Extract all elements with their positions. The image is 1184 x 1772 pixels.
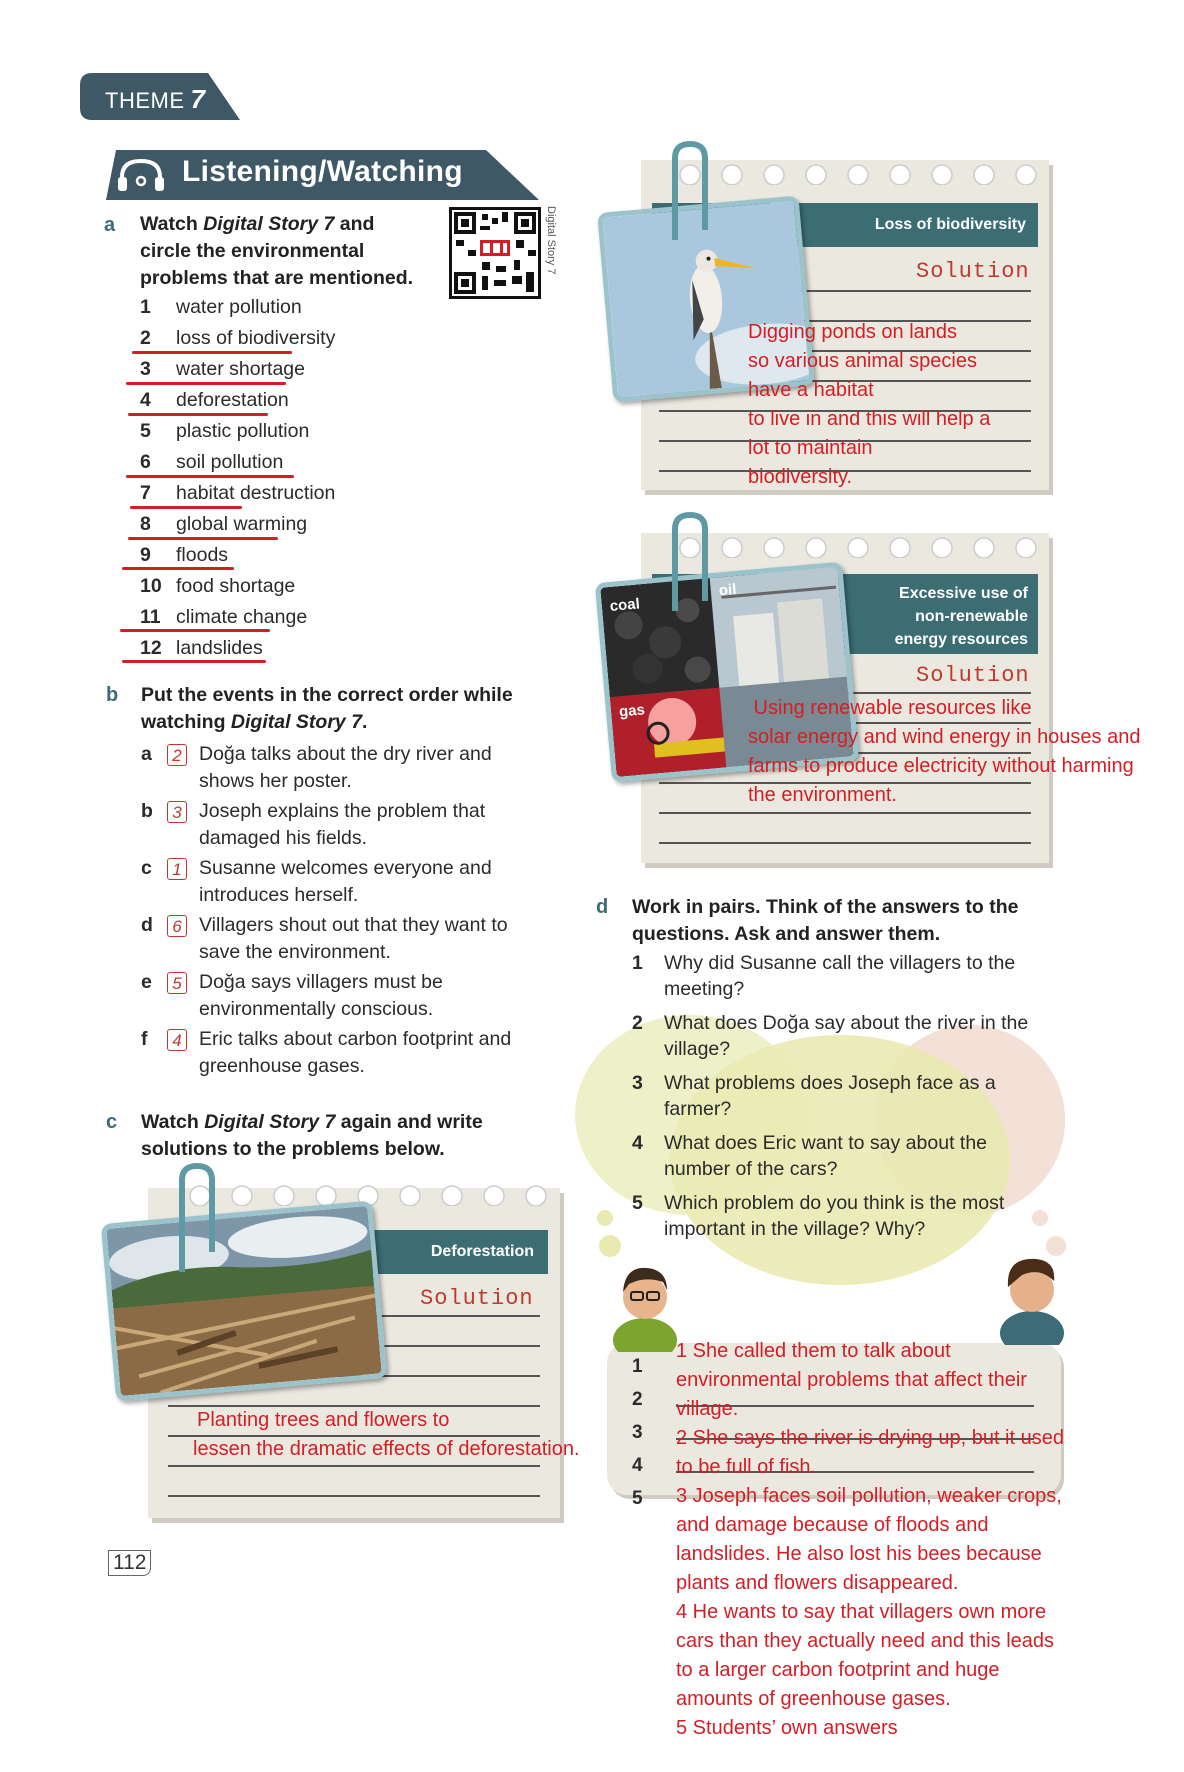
- solution-label: Solution: [916, 259, 1030, 284]
- answer-underline: [122, 567, 234, 570]
- qr-code[interactable]: [449, 207, 541, 299]
- card-title: Excessive use of non-renewable energy resources: [652, 574, 1038, 654]
- handwritten-answer-line: Digging ponds on lands: [748, 321, 958, 343]
- paperclip-icon: [168, 1162, 226, 1274]
- answer-underline: [128, 537, 278, 540]
- part-a-instruction: Watch Digital Story 7 and circle the environmental problems that are mentioned.: [140, 213, 414, 289]
- card-title: Loss of biodiversity: [652, 203, 1038, 247]
- writing-line: [168, 1465, 540, 1467]
- gas-label: gas: [618, 701, 646, 721]
- section-title: Listening/Watching: [182, 155, 463, 188]
- paperclip-icon: [661, 511, 719, 615]
- handwritten-answer-line: solar energy and wind energy in houses and: [748, 726, 1141, 748]
- writing-line: [659, 812, 1031, 814]
- answer-underline: [120, 629, 270, 632]
- answer-numbers: 1 2 3 4 5: [632, 1356, 643, 1509]
- notebook-spiral: [665, 528, 1045, 558]
- solution-label: Solution: [916, 663, 1030, 688]
- headphones-icon: [116, 155, 166, 195]
- order-answer-box[interactable]: 3: [167, 801, 187, 823]
- part-d-letter: d: [596, 896, 609, 918]
- part-d-instruction: Work in pairs. Think of the answers to the questions. Ask and answer them.: [632, 896, 1019, 945]
- answer-underline: [126, 475, 294, 478]
- answer-underline: [128, 413, 268, 416]
- card-title: Deforestation: [162, 1230, 548, 1274]
- writing-line: [168, 1495, 540, 1497]
- answer-underline: [132, 351, 292, 354]
- order-answer-box[interactable]: 4: [167, 1029, 187, 1051]
- oil-label: oil: [718, 580, 738, 600]
- answer-underline: [126, 382, 286, 385]
- boy-avatar: [605, 1252, 685, 1352]
- notebook-spiral: [665, 155, 1045, 185]
- part-b-instruction: Put the events in the correct order while watching Digital Story 7.: [141, 684, 513, 733]
- answer-underline: [130, 506, 242, 509]
- solution-label: Solution: [420, 1286, 534, 1311]
- writing-line: [659, 842, 1031, 844]
- order-answer-box[interactable]: 2: [167, 744, 187, 766]
- handwritten-answer-line: farms to produce electricity without harming: [748, 755, 1134, 777]
- page-number: 112: [108, 1550, 151, 1576]
- handwritten-answer-line: Planting trees and flowers to: [197, 1409, 450, 1431]
- theme-label: THEME 7: [105, 84, 206, 114]
- boy-avatar: [992, 1245, 1072, 1345]
- order-answer-box[interactable]: 6: [167, 915, 187, 937]
- handwritten-answer-line: biodiversity.: [748, 466, 853, 488]
- order-answer-box[interactable]: 1: [167, 858, 187, 880]
- handwritten-answer-line: the environment.: [748, 784, 897, 806]
- answer-list: 1 She called them to talk about environmental problems that affect their village. 2 She says the river is drying up, but it used to be full of fish. 3 Joseph faces soil pollution, weaker crops, and damage because of floods and landslides. He also lost his bees because plants and flowers disappeared. 4 He wants to say that villagers own more cars than they actually need and this leads to a larger carbon footprint and huge amounts of greenhouse gases. 5 Students’ own answers: [676, 1340, 1064, 1739]
- handwritten-answer-line: so various animal species: [748, 350, 977, 372]
- part-c-instruction: Watch Digital Story 7 again and write solutions to the problems below.: [141, 1111, 483, 1160]
- order-answer-box[interactable]: 5: [167, 972, 187, 994]
- handwritten-answer-line: lessen the dramatic effects of deforestation.: [193, 1438, 580, 1460]
- theme-number: 7: [190, 84, 206, 114]
- coal-label: coal: [609, 595, 641, 615]
- handwritten-answer-line: Using renewable resources like: [748, 697, 1032, 719]
- qr-caption: Digital Story 7: [545, 206, 557, 275]
- paperclip-icon: [661, 140, 719, 244]
- part-c-letter: c: [106, 1111, 118, 1133]
- part-a-letter: a: [104, 214, 116, 236]
- handwritten-answer-line: lot to maintain: [748, 437, 873, 459]
- handwritten-answer-line: to live in and this will help a: [748, 408, 991, 430]
- deforestation-photo: [101, 1200, 387, 1401]
- answer-underline: [122, 660, 266, 663]
- handwritten-answer-line: have a habitat: [748, 379, 874, 401]
- part-b-letter: b: [106, 684, 119, 706]
